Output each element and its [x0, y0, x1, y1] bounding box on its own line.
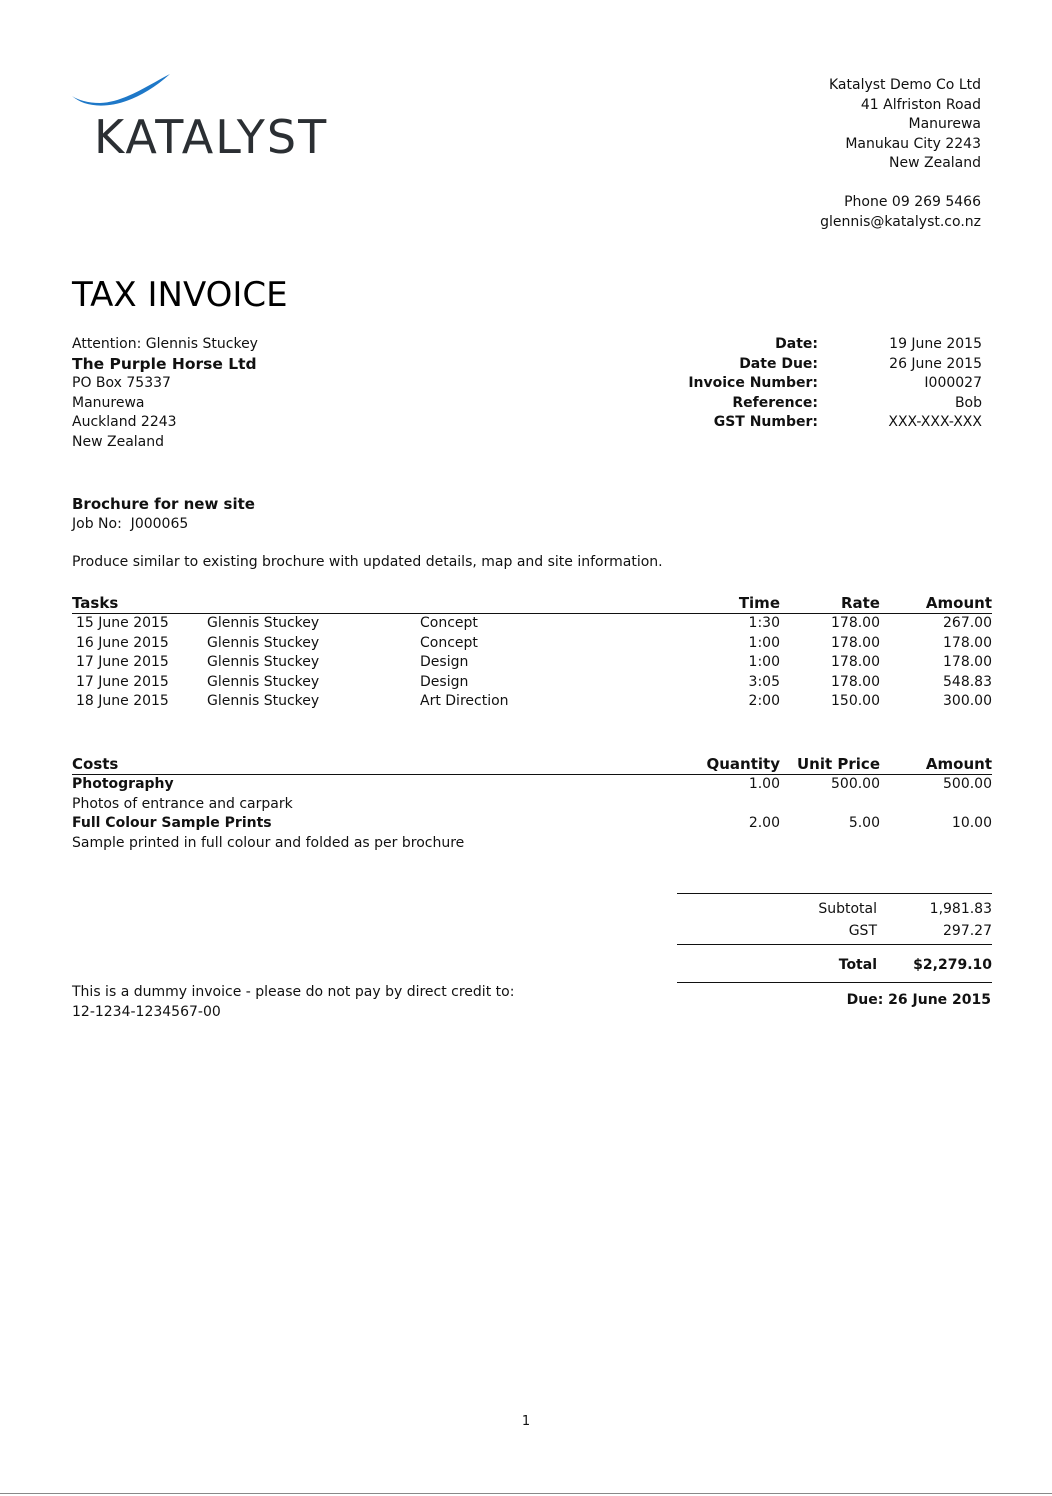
meta-label: Date:: [775, 336, 818, 352]
meta-label: GST Number:: [713, 414, 818, 431]
meta-row-date: [600, 335, 982, 355]
amount-header: Amount: [880, 594, 992, 614]
task-person: Glennis Stuckey: [207, 615, 320, 631]
meta-value: I000027: [924, 375, 982, 392]
payment-note-text: This is a dummy invoice - please do not pay by direct credit to:: [72, 984, 515, 1000]
company-line: 41 Alfriston Road: [860, 96, 981, 113]
task-date: 15 June 2015: [76, 615, 169, 631]
task-date: 18 June 2015: [76, 693, 169, 709]
costs-header-row: [72, 755, 992, 775]
task-person: Glennis Stuckey: [207, 654, 320, 670]
company-line: Katalyst Demo Co Ltd: [828, 77, 981, 93]
job-description: Produce similar to existing brochure with updated details, map and site information.: [72, 554, 663, 570]
task-name: Art Direction: [420, 693, 509, 709]
subtotal-row: [677, 898, 992, 920]
page-bottom-border: [0, 1493, 1052, 1494]
cost-unit-price: 500.00: [831, 776, 880, 792]
unit-price-header: Unit Price: [780, 755, 880, 775]
cost-amount: 10.00: [951, 815, 992, 831]
subtotal-value: 1,981.83: [929, 901, 992, 917]
meta-value: 19 June 2015: [889, 336, 982, 352]
task-person: Glennis Stuckey: [207, 673, 320, 690]
total-label: Total: [838, 957, 877, 973]
costs-header: Costs: [72, 755, 670, 775]
cost-name: Full Colour Sample Prints: [72, 815, 272, 831]
costs-table: [72, 755, 992, 853]
recipient-attention: Attention: Glennis Stuckey: [72, 336, 258, 352]
time-header: Time: [670, 594, 780, 614]
job-title: Brochure for new site: [72, 495, 255, 513]
invoice-title: TAX INVOICE: [72, 275, 288, 315]
cost-detail: Sample printed in full colour and folded as per brochure: [72, 834, 465, 851]
meta-value: XXX-XXX-XXX: [888, 414, 982, 431]
meta-row-reference: [600, 394, 982, 414]
task-name: Design: [420, 673, 469, 690]
payment-note: [72, 983, 514, 1022]
task-amount: 548.83: [943, 673, 992, 690]
task-row: [72, 692, 992, 712]
task-row: [72, 653, 992, 673]
rate-header: Rate: [780, 594, 880, 614]
task-time: 1:00: [748, 654, 780, 670]
task-date: 17 June 2015: [76, 654, 169, 670]
subtotal-label: Subtotal: [818, 901, 877, 917]
gst-value: 297.27: [943, 923, 992, 939]
task-amount: 267.00: [943, 615, 992, 631]
recipient-line: New Zealand: [72, 433, 164, 450]
cost-amount: 500.00: [943, 776, 992, 792]
recipient-line: Manurewa: [72, 394, 145, 411]
task-rate: 178.00: [831, 615, 880, 631]
recipient-line: Auckland 2243: [72, 414, 177, 431]
task-rate: 178.00: [831, 673, 880, 690]
task-name: Concept: [420, 615, 478, 631]
task-rate: 150.00: [831, 693, 880, 709]
meta-row-date-due: [600, 355, 982, 375]
tasks-table: [72, 594, 992, 712]
tasks-header-row: [72, 594, 992, 614]
recipient-address: [72, 335, 258, 453]
meta-value: 26 June 2015: [889, 355, 982, 372]
gst-label: GST: [848, 923, 877, 939]
task-date: 17 June 2015: [76, 673, 169, 690]
meta-label: Date Due:: [739, 355, 818, 372]
meta-label: Reference:: [732, 394, 818, 411]
tasks-header: Tasks: [72, 594, 207, 614]
total-value: $2,279.10: [913, 957, 992, 973]
task-time: 1:30: [748, 615, 780, 631]
cost-unit-price: 5.00: [848, 815, 880, 831]
company-address: [820, 76, 981, 232]
task-row: [72, 634, 992, 654]
task-person: Glennis Stuckey: [207, 634, 320, 651]
page-number: 1: [521, 1414, 531, 1429]
logo-wordmark: KATALYST: [94, 110, 329, 164]
task-name: Design: [420, 654, 469, 670]
bank-account: 12-1234-1234567-00: [72, 1003, 221, 1020]
cost-detail-row: [72, 795, 992, 815]
company-line: Manukau City 2243: [845, 135, 981, 152]
task-amount: 178.00: [943, 654, 992, 670]
job-number: Job No: J000065: [72, 516, 189, 532]
task-row: [72, 614, 992, 634]
meta-row-invoice-number: [600, 374, 982, 394]
cost-detail-row: [72, 834, 992, 854]
cost-quantity: 1.00: [748, 776, 780, 792]
task-amount: 300.00: [943, 693, 992, 709]
company-line: Manurewa: [908, 116, 981, 133]
recipient-line: PO Box 75337: [72, 375, 171, 392]
meta-row-gst-number: [600, 413, 982, 433]
task-time: 1:00: [748, 634, 780, 651]
invoice-meta: [600, 335, 982, 433]
totals-block: [677, 893, 992, 983]
cost-row: [72, 814, 992, 834]
meta-label: Invoice Number:: [688, 375, 818, 392]
company-phone: Phone 09 269 5466: [844, 193, 981, 210]
amount-header: Amount: [880, 755, 992, 775]
task-date: 16 June 2015: [76, 634, 169, 651]
recipient-name: The Purple Horse Ltd: [72, 354, 257, 373]
company-email[interactable]: glennis@katalyst.co.nz: [820, 213, 981, 230]
task-row: [72, 673, 992, 693]
task-amount: 178.00: [943, 634, 992, 651]
cost-detail: Photos of entrance and carpark: [72, 795, 293, 812]
task-rate: 178.00: [831, 654, 880, 670]
cost-quantity: 2.00: [748, 815, 780, 831]
due-date: Due: 26 June 2015: [846, 992, 991, 1008]
company-line: New Zealand: [889, 155, 981, 172]
job-block: [72, 494, 255, 534]
task-person: Glennis Stuckey: [207, 693, 320, 709]
task-time: 3:05: [748, 673, 780, 690]
meta-value: Bob: [954, 394, 982, 411]
task-rate: 178.00: [831, 634, 880, 651]
katalyst-logo: [70, 72, 430, 164]
total-row: [677, 954, 992, 976]
task-name: Concept: [420, 634, 478, 651]
gst-row: [677, 920, 992, 942]
task-time: 2:00: [748, 693, 780, 709]
quantity-header: Quantity: [670, 755, 780, 775]
cost-name: Photography: [72, 776, 174, 792]
cost-row: [72, 775, 992, 795]
